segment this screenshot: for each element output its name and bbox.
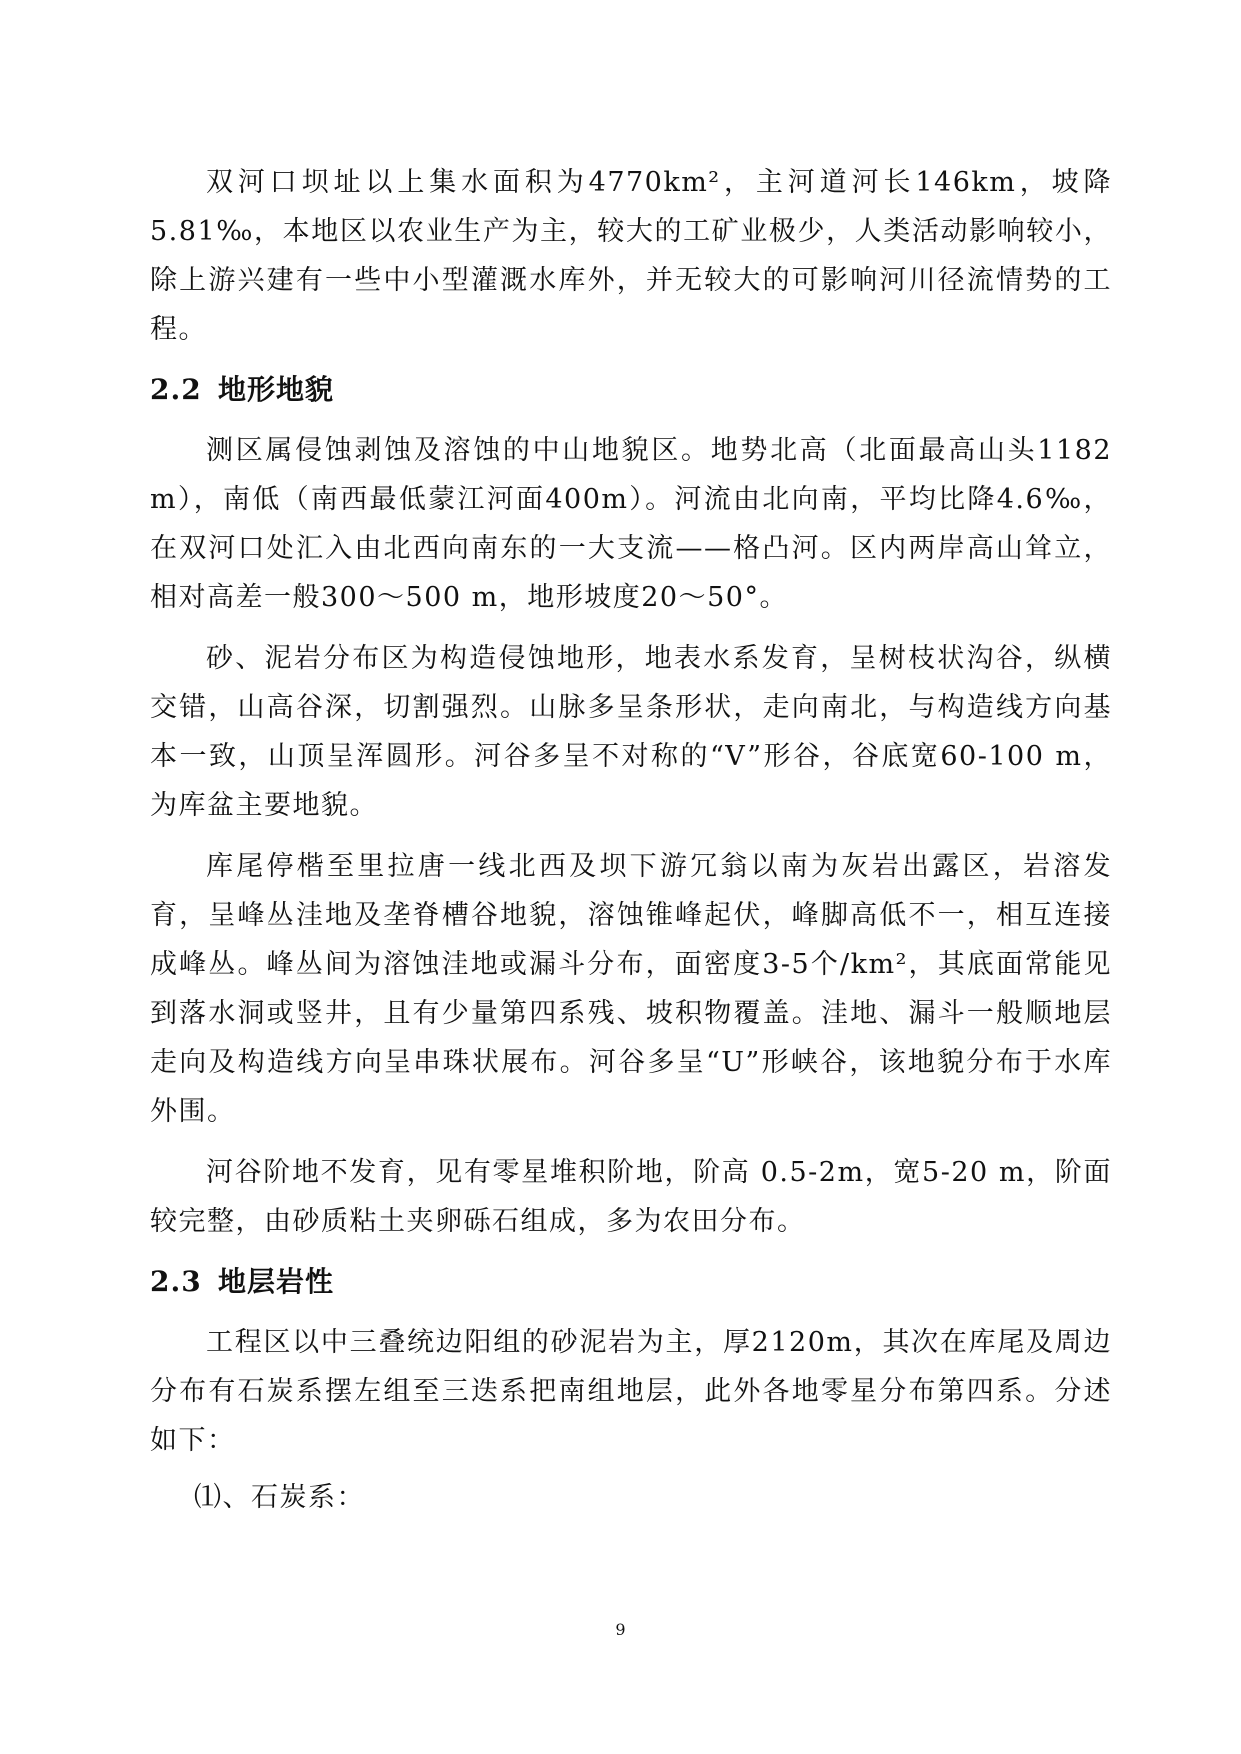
- section-heading-2-2: [150, 363, 1112, 417]
- page-number: 9: [615, 1620, 626, 1639]
- section-title: 地层岩性: [218, 1265, 335, 1298]
- section-title: 地形地貌: [218, 373, 335, 406]
- paragraph-river-terrace: 河谷阶地不发育，见有零星堆积阶地，阶高 0.5-2m，宽5-20 m，阶面较完整，由砂质粘土夹卵砾石组成，多为农田分布。: [150, 1157, 1112, 1237]
- paragraph-sandstone-area: 砂、泥岩分布区为构造侵蚀地形，地表水系发育，呈树枝状沟谷，纵横交错，山高谷深，切割强烈。山脉多呈条形状，走向南北，与构造线方向基本一致，山顶呈浑圆形。河谷多呈不对称的“V”形谷，谷底宽60-100 m，为库盆主要地貌。: [150, 643, 1112, 821]
- paragraph-catchment: 双河口坝址以上集水面积为4770km²，主河道河长146km，坡降5.81‰，本地区以农业生产为主，较大的工矿业极少，人类活动影响较小，除上游兴建有一些中小型灌溉水库外，并无较大的可影响河川径流情势的工程。: [150, 167, 1112, 345]
- paragraph-terrain-overview: 测区属侵蚀剥蚀及溶蚀的中山地貌区。地势北高（北面最高山头1182 m），南低（南西最低蒙江河面400m）。河流由北向南，平均比降4.6‰，在双河口处汇入由北西向南东的一大支流——格凸河。区内两岸高山耸立，相对高差一般300～500 m，地形坡度20～50°。: [150, 435, 1112, 613]
- list-item-carboniferous: ⑴、石炭系：: [194, 1482, 365, 1513]
- page-content: [150, 158, 1112, 1522]
- section-number: 2.3: [150, 1265, 202, 1298]
- paragraph-limestone-area: 库尾停楷至里拉唐一线北西及坝下游冗翁以南为灰岩出露区，岩溶发育，呈峰丛洼地及垄脊槽谷地貌，溶蚀锥峰起伏，峰脚高低不一，相互连接成峰丛。峰丛间为溶蚀洼地或漏斗分布，面密度3-5个/km²，其底面常能见到落水洞或竖井，且有少量第四系残、坡积物覆盖。洼地、漏斗一般顺地层走向及构造线方向呈串珠状展布。河谷多呈“U”形峡谷，该地貌分布于水库外围。: [150, 851, 1112, 1127]
- paragraph-strata-overview: 工程区以中三叠统边阳组的砂泥岩为主，厚2120m，其次在库尾及周边分布有石炭系摆左组至三迭系把南组地层，此外各地零星分布第四系。分述如下：: [150, 1327, 1112, 1456]
- section-heading-2-3: [150, 1255, 1112, 1309]
- section-number: 2.2: [150, 373, 202, 406]
